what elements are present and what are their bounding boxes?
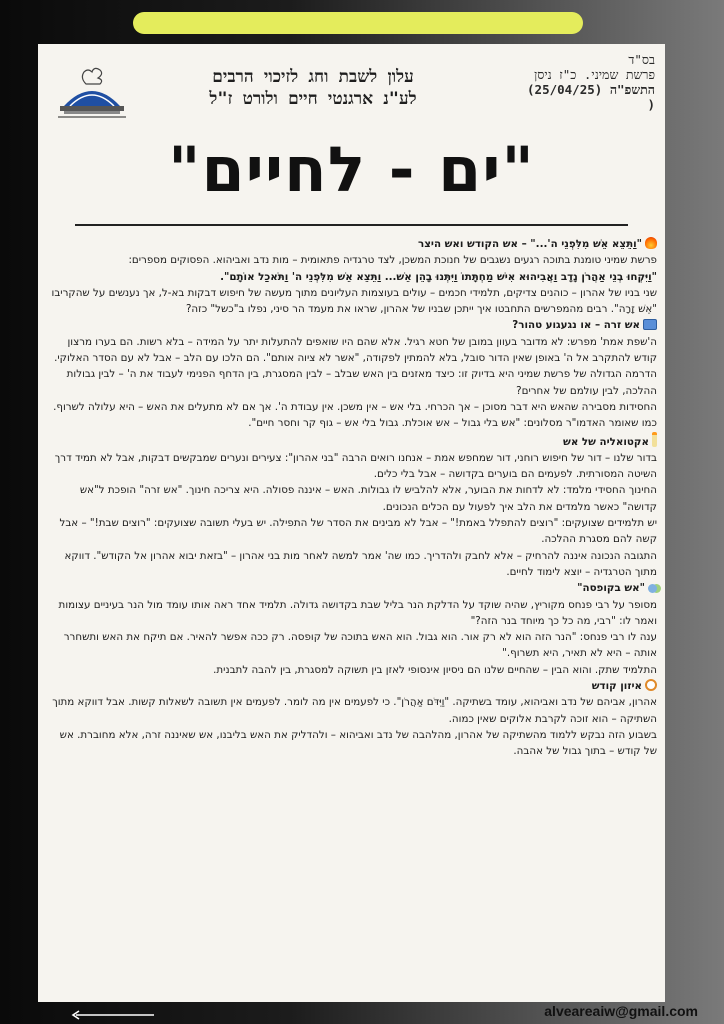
quote-paragraph: "וַיִּקְחוּ בְנֵי אַהֲרֹן נָדָב וַאֲבִיהוּא אִישׁ מַחְתָּתוֹ וַיִּתְּנוּ בָהֵן אֵשׁ... וַתֵּצֵא אֵשׁ מִלִּפְנֵי ה' וַתֹּאכַל אוֹתָם". [220, 270, 657, 283]
paragraph: התגובה הנכונה איננה להרחיק – אלא לחבק ולהדריך. כמו שה' אמר למשה לאחר מות בני אהרון – "בזאת יבוא אהרון אל הקודש". דווקא מתוך הטרגדיה – יוצא לימוד לחיים. [64, 549, 657, 578]
newsletter-title-line1: עלון לשבת וחג לזיכוי הרבים [212, 67, 414, 87]
candle-icon [652, 432, 657, 447]
paragraph: החינוך החסידי מלמד: לא לדחות את הבוער, אלא להלביש לו גבולות. האש – איננה פסולה. היא צריכה חינוך. "אש זרה" הופכת ל"אש קדושה" כאשר מלמדים את הלב איך לפעול עם הכלים הנכונים. [79, 484, 657, 513]
stray-paren: ( [647, 97, 655, 112]
year-date-label: התשפ"ה (25/04/25) [527, 82, 655, 97]
paragraph: פרשת שמיני טומנת בתוכה רגעים נשגבים של חנוכת המשכן, לצד טרגדיה פתאומית – מות נדב ואביהוא. הפסוקים מספרים: [128, 254, 657, 267]
paragraph: מסופר על רבי פנחס מקוריץ, שהיה שוקד על הדלקת הנר בליל שבת בקדושה גדולה. תלמיד אחד ראה אותו עומד מול הנר בעיניים עצומות ואמר לו: "רבי, מה כל כך מיוחד בנר הזה?" [58, 598, 657, 627]
section-heading: אקטואליה של אש [44, 432, 657, 450]
article-body [44, 236, 657, 760]
paragraph: שני בניו של אהרון – כוהנים צדיקים, תלמידי חכמים – עולים בעוצמות העליונים מתוך מעשה של חיפוש דבקות בא-ל, אך נענשים על שהקריבו "אֵשׁ זָרָה". רבים מהמפרשים התחבטו איך ייתכן שבניו של אהרון, שראו את מעמד הר סיני, נפלו ב"כשל" כזה? [51, 286, 657, 316]
section-heading: "וַתֵּצֵא אֵשׁ מִלִּפְנֵי ה'..." – אש הקודש ואש היצר [44, 236, 657, 252]
section-heading: אש זרה – או נגעגוע טהור? [44, 317, 657, 333]
title-divider [75, 224, 628, 226]
masks-icon [648, 584, 657, 593]
parasha-label: פרשת שמיני. כ"ז ניסן [534, 67, 655, 82]
paragraph: יש תלמידים שצועקים: "רוצים להתפלל באמת!" – אבל לא מבינים את הסדר של התפילה. יש בעלי תשובה שצועקים: "רוצים שבת!" – אבל קשה להם מסגרת ההלכה. [59, 517, 657, 546]
flyer-sheet [38, 44, 665, 1002]
logo-dome-icon [56, 62, 128, 122]
paragraph: כמו שאומר האדמו"ר מסלונים: "אש בלי גבול – אש אוכלת. גבול בלי אש – גוף קר וחסר חיים". [248, 417, 657, 430]
fire-icon [645, 237, 657, 249]
newsletter-title [153, 66, 473, 110]
paragraph: ענה לו רבי פנחס: "הנר הזה הוא לא רק אור. הוא גבול. הוא האש בתוכה של קופסה. רק ככה אפשר להאיר. אם תיקח את האש ותשחרר אותה – היא לא תאיר, היא תשרוף." [63, 631, 657, 660]
paragraph: בשבוע הזה נבקש ללמוד מהשתיקה של אהרון, מהלהבה של נדב ואביהוא – ולהדליק את האש בליבנו, אש שאיננה זרה, אלא מחוברת. אש של קודש – בתוך גבול של אהבה. [59, 728, 657, 758]
paragraph: התלמיד שתק. והוא הבין – שהחיים שלנו הם ניסיון אינסופי לאזן בין תשוקה למסגרת, בין להבה לתבנית. [213, 663, 657, 676]
paragraph: אהרון, אביהם של נדב ואביהוא, עומד בשתיקה. "וַיִּדֹּם אַהֲרֹן". כי לפעמים אין מה לומר. לפעמים אין תשובה לשאלות קשות. אבל דווקא מתוך השתיקה – הוא זוכה לקרבת אלוקים שאין כמוה. [52, 696, 657, 725]
clock-icon [645, 679, 657, 691]
book-icon [643, 319, 657, 330]
section-heading: "אש בקופסה" [44, 580, 657, 596]
contact-email[interactable]: alveareaiw@gmail.com [544, 1003, 698, 1019]
top-banner-pill [133, 12, 583, 34]
left-arrow-icon[interactable] [70, 1010, 156, 1020]
bsd-label: בס"ד [628, 52, 655, 67]
section-heading: איזון קודש [44, 678, 657, 694]
paragraph: בדור שלנו – דור של חיפוש רוחני, דור שמחפש אמת – אנחנו רואים הרבה "בני אהרון": צעירים ונערים שמבקשים דבקות, אבל לא תמיד דרך השיטה המסורתית. לפעמים הם בוערים בקדושה – אבל בלי כלים. [54, 451, 657, 481]
newsletter-title-line2: לע"נ ארגנטי חיים ולורט ז"ל [209, 89, 417, 109]
paragraph: הדרמה הגדולה של פרשת שמיני היא בדיוק זו: כיצד מאזנים בין האש שבלב – לבין המסגרת, בין הדחף הפנימי לעבוד את ה' – לבין גבולות ההלכה, לבין עולמם של אחרים? [66, 368, 657, 397]
main-title: "ים - לחיים" [168, 133, 535, 206]
paragraph: ה'שפת אמת' מפרש: לא מדובר בעוון במובן של חטא רגיל. אלא שהם היו שואפים להתעלות יתר על המידה – בלא רשות. הם בערו מרצון קודש להתקרב אל ה' באופן שאין הדור סובל, בלא להמתין לפקודה, "אשר לא ציוה אותם". הם הלכו עם הלב – אבל לא עם הסדר האלוקי. [54, 335, 657, 365]
header-info [485, 52, 655, 112]
paragraph: החסידות מסבירה שהאש היא דבר מסוכן – אך הכרחי. בלי אש – אין משכן. אין עבודת ה'. אך אם לא מתעלים את האש – היא עלולה לשרוף. [53, 400, 657, 413]
